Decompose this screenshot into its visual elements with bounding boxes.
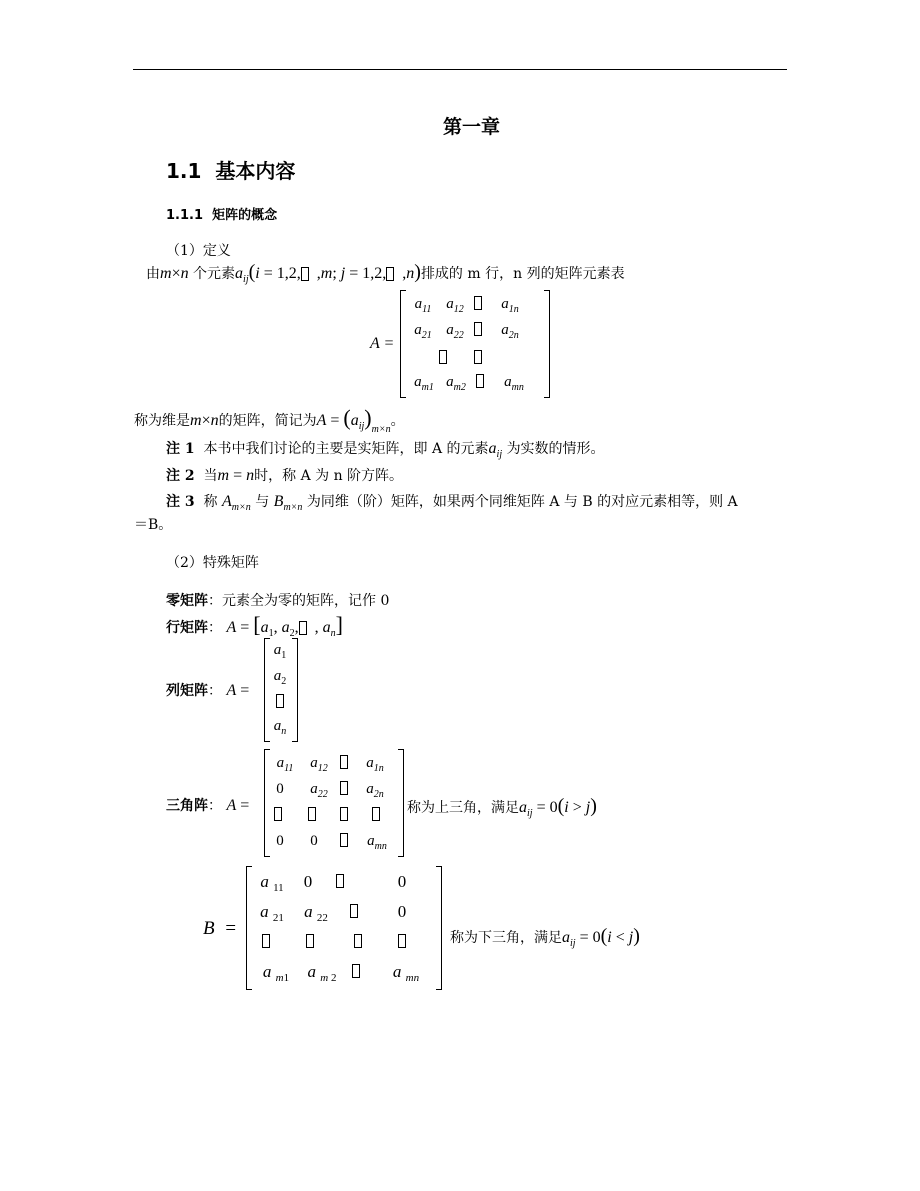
note-1: 注 1 本书中我们讨论的主要是实矩阵，即 A 的元素$a_{ij}$ 为实数的情形。 [166,440,605,460]
matrix-a-general: $a_{11}$ $a_{12}$ $a_{1n}$ $a_{21}$ $a_{22}$ $a_{2n}$ $a_{m1}$ $a_{m2}$ $a_{mn}$ [400,290,550,398]
row-matrix: 行矩阵： $A = [a_1$, $a_2$, , $a_n$] [166,612,343,639]
column-matrix: $a_1$ $a_2$ $a_n$ [264,638,298,742]
upper-tri-condition: 称为上三角，满足$a_{ij} = 0(i > j)$ [407,795,597,819]
upper-triangular-matrix: $a_{11}$ $a_{12}$ $a_{1n}$ 0 $a_{22}$ $a_{2n}$ 0 0 $a_{mn}$ [264,749,404,857]
tri-matrix-label: 三角阵： A = [166,797,250,814]
special-label: （2）特殊矩阵 [166,555,259,571]
zero-matrix: 零矩阵：元素全为零的矩阵，记作 0 [166,593,390,609]
chapter-title: 第一章 [443,116,501,138]
section-heading: 1.1 基本内容 [166,159,296,183]
matrix-b-lhs: B = [203,918,237,939]
header-rule [133,69,787,70]
definition-intro: 由m×n 个元素$a_{ij}(i = 1,2$, ,m; j = 1,2, ,n)排成的 m 行，n 列的矩阵元素表 [146,261,625,285]
lower-triangular-matrix: a $_{11}$ 0 0 a $_{21}$ a $_{22}$ 0 a $_{m1}$ a $_m$ $_2$ a $_{mn}$ [246,866,442,990]
matrix-a-lhs: A = [370,335,395,352]
definition-label: （1）定义 [166,243,231,259]
note-3-cont: ＝B。 [134,517,173,533]
definition-summary: 称为维是m×n的矩阵，简记为$A = (a_{ij})_{m\times n}$。 [134,405,405,435]
lower-tri-condition: 称为下三角，满足$a_{ij} = 0(i < j)$ [450,925,640,949]
subsection-heading: 1.1.1 矩阵的概念 [166,208,278,223]
note-3: 注 3 称 $A_{m\times n}$ 与 $B_{m\times n}$ 为同维（阶）矩阵，如果两个同维矩阵 A 与 B 的对应元素相等，则 A [166,493,738,513]
note-2: 注 2 当m = n时，称 A 为 n 阶方阵。 [166,467,404,484]
col-matrix-label: 列矩阵： A = [166,682,250,699]
